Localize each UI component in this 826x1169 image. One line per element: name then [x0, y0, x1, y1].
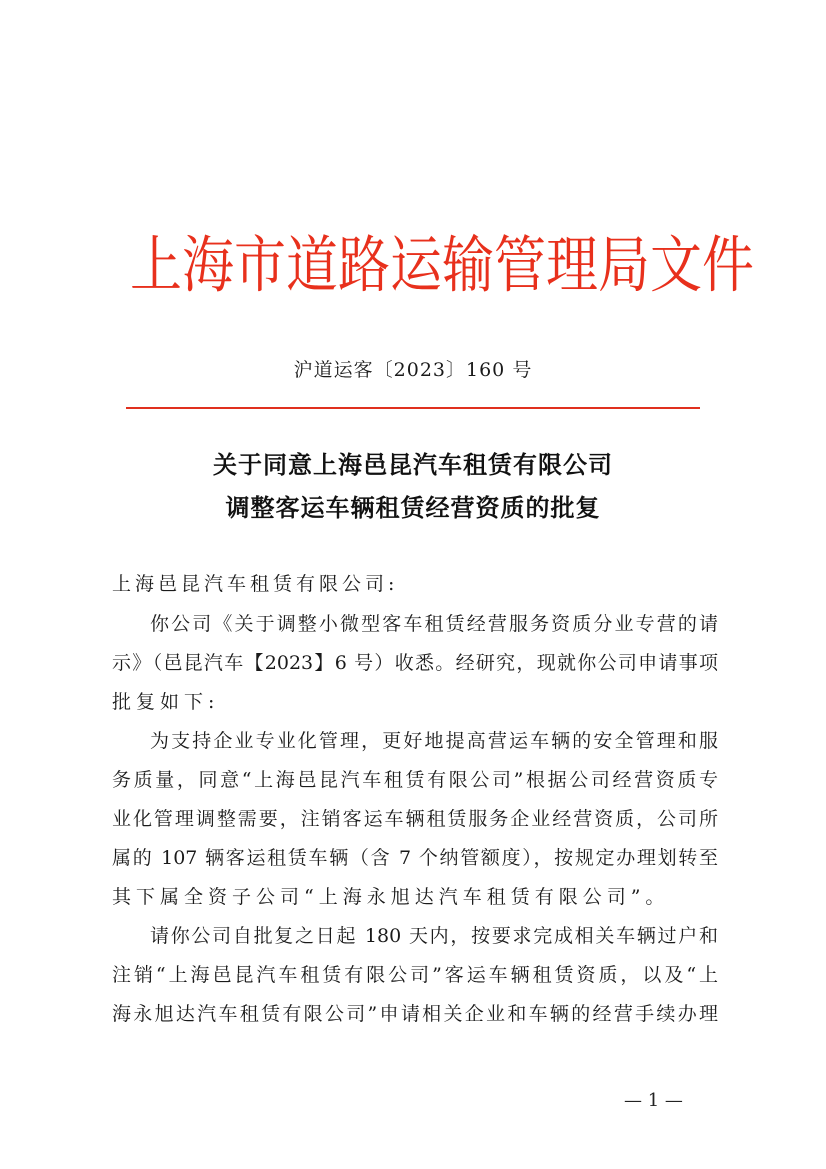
- paragraph-2-line-4: 属的 107 辆客运租赁车辆（含 7 个纳管额度），按规定办理划转至: [112, 847, 718, 869]
- paragraph-1-line-2: 示》（邑昆汽车【2023】6 号）收悉。经研究，现就你公司申请事项: [112, 652, 718, 674]
- masthead-title: 上海市道路运输管理局文件: [130, 230, 755, 302]
- paragraph-1-line-3: 批复如下:: [112, 691, 220, 713]
- page-number: — 1 —: [624, 1090, 683, 1111]
- paragraph-1-line-1: 你公司《关于调整小微型客车租赁经营服务资质分业专营的请: [150, 613, 718, 635]
- paragraph-3-line-3: 海永旭达汽车租赁有限公司”申请相关企业和车辆的经营手续办理: [112, 1003, 718, 1025]
- document-title-line-2: 调整客运车辆租赁经营资质的批复: [225, 494, 601, 522]
- paragraph-3-line-1: 请你公司自批复之日起 180 天内，按要求完成相关车辆过户和: [150, 925, 718, 947]
- red-divider: [126, 407, 700, 409]
- paragraph-2-line-5: 其下属全资子公司“上海永旭达汽车租赁有限公司”。: [112, 886, 670, 908]
- paragraph-3-line-2: 注销“上海邑昆汽车租赁有限公司”客运车辆租赁资质，以及“上: [112, 964, 718, 986]
- paragraph-2-line-2: 务质量，同意“上海邑昆汽车租赁有限公司”根据公司经营资质专: [112, 769, 718, 791]
- paragraph-2-line-1: 为支持企业专业化管理，更好地提高营运车辆的安全管理和服: [150, 730, 718, 752]
- salutation: 上海邑昆汽车租赁有限公司:: [112, 573, 399, 595]
- document-number: 沪道运客〔2023〕160 号: [293, 359, 533, 381]
- document-title-line-1: 关于同意上海邑昆汽车租赁有限公司: [213, 451, 613, 479]
- paragraph-2-line-3: 业化管理调整需要，注销客运车辆租赁服务企业经营资质，公司所: [112, 808, 718, 830]
